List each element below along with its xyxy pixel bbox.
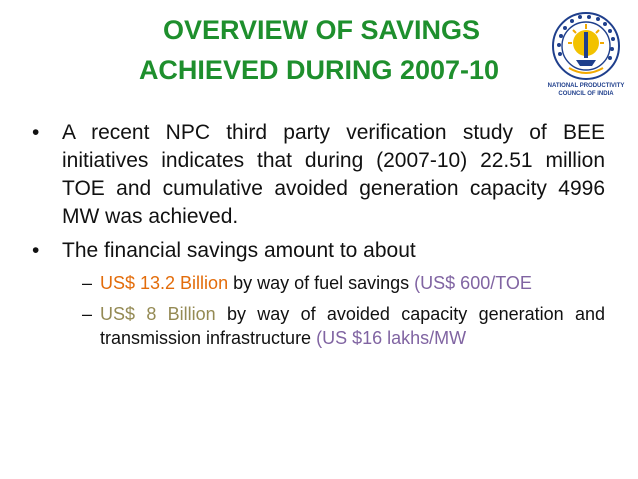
bullet-list (20, 119, 605, 350)
dash-icon: – (82, 273, 93, 293)
bullet-item-study (20, 119, 605, 231)
fuel-savings-text: by way of fuel savings (228, 273, 415, 293)
avoided-capacity-note: (US $16 lakhs/MW (316, 328, 467, 348)
bullet-text: The financial savings amount to about (62, 239, 416, 262)
logo-caption-line-2: COUNCIL OF INDIA (558, 91, 614, 97)
bullet-dot-icon: • (32, 239, 40, 262)
bullet-dot-icon: • (32, 121, 40, 144)
logo-caption (543, 82, 629, 98)
fuel-savings-amount: US$ 13.2 Billion (100, 273, 229, 293)
fuel-savings-note: (US$ 600/TOE (414, 273, 532, 293)
sub-bullet-list (20, 271, 605, 350)
npc-logo (543, 8, 629, 118)
title-line-2: ACHIEVED DURING 2007-10 (138, 55, 500, 85)
title-line-1: OVERVIEW OF SAVINGS (162, 15, 481, 45)
logo-caption-line-1: NATIONAL PRODUCTIVITY (547, 83, 625, 89)
avoided-capacity-amount: US$ 8 Billion (100, 304, 216, 324)
bullet-item-financial-savings (20, 237, 605, 265)
npc-emblem-icon (543, 8, 629, 82)
dash-icon: – (82, 304, 93, 324)
avoided-capacity-text: by way of avoided capacity generation and transmission infrastructure (100, 304, 605, 348)
sub-item-avoided-capacity (82, 302, 605, 350)
bullet-text: A recent NPC third party verification study of BEE initiatives indicates that during (2007-10) 22.51 million TOE and cumulative avoided generation capacity 4996 MW was achieved. (62, 121, 605, 228)
sub-item-fuel-savings (82, 271, 605, 295)
